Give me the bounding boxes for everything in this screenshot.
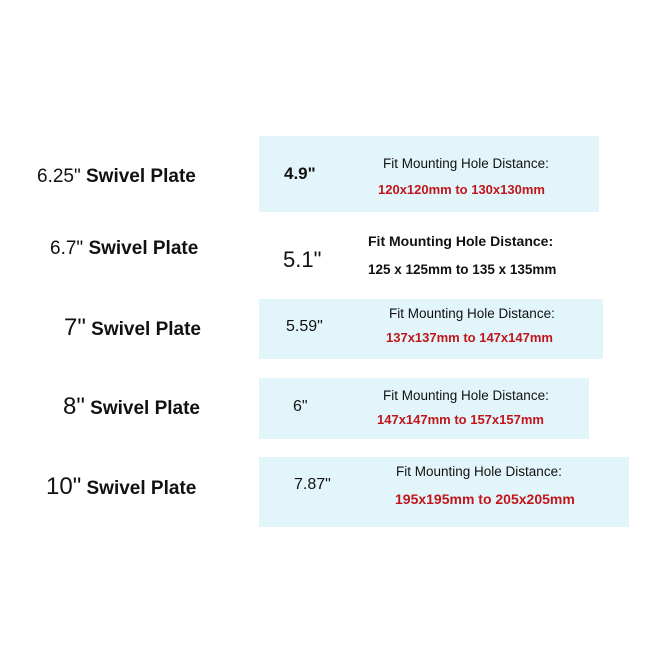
plate-number: 10" [46, 473, 82, 500]
mounting-range: 137x137mm to 147x147mm [386, 330, 553, 345]
fit-mounting-label: Fit Mounting Hole Distance: [389, 306, 555, 321]
plate-label [46, 473, 196, 501]
fit-mounting-label: Fit Mounting Hole Distance: [396, 464, 562, 479]
mounting-range: 120x120mm to 130x130mm [378, 182, 545, 197]
mounting-range: 195x195mm to 205x205mm [395, 491, 575, 507]
mounting-range: 147x147mm to 157x157mm [377, 412, 544, 427]
fit-mounting-label: Fit Mounting Hole Distance: [368, 233, 554, 249]
fit-mounting-label: Fit Mounting Hole Distance: [383, 156, 549, 171]
plate-number: 8" [63, 393, 85, 420]
mounting-range: 125 x 125mm to 135 x 135mm [368, 262, 557, 277]
plate-text: Swivel Plate [83, 238, 199, 259]
screen-size: 6" [293, 398, 308, 415]
plate-number: 6.7" [50, 238, 84, 259]
screen-size: 5.59" [286, 318, 323, 335]
screen-size: 5.1" [283, 247, 322, 272]
plate-label [63, 393, 200, 421]
plate-text: Swivel Plate [84, 398, 200, 419]
plate-text: Swivel Plate [85, 319, 201, 340]
plate-label [64, 314, 201, 342]
plate-label [37, 166, 196, 188]
plate-label [50, 238, 198, 260]
plate-text: Swivel Plate [80, 166, 196, 187]
plate-number: 6.25" [37, 166, 81, 187]
plate-number: 7" [64, 314, 86, 341]
screen-size: 7.87" [294, 476, 331, 493]
plate-text: Swivel Plate [81, 478, 197, 499]
fit-mounting-label: Fit Mounting Hole Distance: [383, 388, 549, 403]
screen-size: 4.9" [284, 164, 316, 183]
